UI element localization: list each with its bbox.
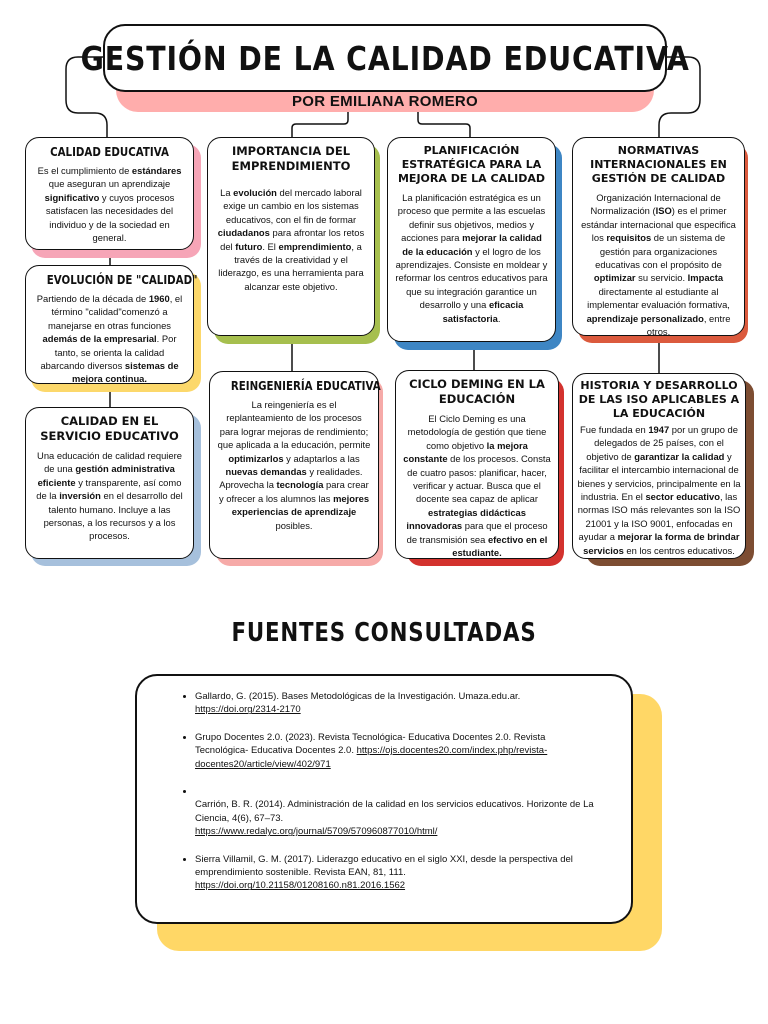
sources-list	[181, 690, 601, 893]
card-calidad-servicio	[25, 407, 194, 559]
card-title: EVOLUCIÓN DE "CALIDAD"	[46, 272, 198, 287]
card-emprendimiento	[207, 137, 375, 336]
card-title: NORMATIVAS INTERNACIONALES EN GESTIÓN DE CALIDAD	[590, 144, 727, 185]
card-body: La planificación estratégica es un proceso que permite a las escuelas definir sus objetivos, medios y acciones para mejorar la calidad de la educación y el logro de los aprendizajes. Consiste en moldear y reformar los centros educativos para que su integración garantice un desarrollo y una eficacia satisfactoria.	[395, 192, 548, 324]
card-title: IMPORTANCIA DEL EMPRENDIMIENTO	[231, 144, 351, 173]
source-item	[195, 785, 601, 839]
card-historia-iso	[572, 373, 746, 559]
card-body: Organización Internacional de Normalización (ISO) es el primer estándar internacional que especifica los requisitos de un sistema de gestión para organizaciones educativas con el propósito de optimizar su servicio. Impacta directamente al estudiante al implementar evaluación formativa, aprendizaje personalizado, entre otros.	[581, 192, 736, 338]
card-calidad-educativa	[25, 137, 194, 250]
card-body: Es el cumplimiento de estándares que aseguran un aprendizaje significativo y cuyos procesos satisfacen las necesidades del individuo y de la sociedad en general.	[37, 165, 182, 244]
card-title: CALIDAD EDUCATIVA	[50, 144, 169, 159]
title-box	[80, 24, 690, 92]
card-body: Fue fundada en 1947 por un grupo de delegados de 25 países, con el objetivo de garantizar la calidad y facilitar el intercambio internacional de bienes y servicios, principalmente en la industria. En el sector educativo, las normas ISO más relevantes son la ISO 21001 y la ISO 9001, enfocadas en ayudar a mejorar la forma de brindar servicios en los centros educativos.	[577, 424, 741, 556]
source-text: Carrión, B. R. (2014). Administración de la calidad en los servicios educativos. Horizonte de La Ciencia, 4(6), 67–73.	[195, 799, 594, 824]
card-deming	[395, 370, 559, 559]
author-subtitle: POR EMILIANA ROMERO	[292, 93, 478, 110]
sources-section-title	[0, 618, 768, 648]
card-evolucion-calidad	[25, 265, 198, 385]
source-text: Gallardo, G. (2015). Bases Metodológicas de la Investigación. Umaza.edu.ar.	[195, 691, 521, 702]
card-planificacion	[387, 137, 556, 342]
card-title: REINGENIERÍA EDUCATIVA	[230, 378, 381, 393]
card-reingenieria	[209, 371, 379, 559]
sources-title: FUENTES CONSULTADAS	[231, 618, 537, 648]
source-link[interactable]: https://ojs.docentes20.com/index.php/revista-docentes20/article/view/402/971	[195, 745, 548, 770]
source-item	[195, 731, 601, 771]
page-title: GESTIÓN DE LA CALIDAD EDUCATIVA	[80, 38, 690, 78]
source-text: Grupo Docentes 2.0. (2023). Revista Tecnológica- Educativa Docentes 2.0. Revista Tecnológica- Educativa Docentes 2.0.	[195, 731, 546, 757]
source-text: Sierra Villamil, G. M. (2017). Liderazgo educativo en el siglo XXI, desde la perspectiva del emprendimiento sostenible. Revista EAN, 81, 111.	[195, 853, 573, 879]
source-link[interactable]: https://doi.org/10.21158/01208160.n81.2016.1562	[195, 880, 406, 892]
card-body: La reingeniería es el replanteamiento de los procesos para lograr mejoras de rendimiento; que aplicada a la educación, permite optimizarlos y adaptarlos a las nuevas demandas y realidades. Aprovecha la tecnología para crear y ofrecer a los alumnos las mejores experiencias de aprendizaje posibles.	[217, 399, 371, 531]
card-title: HISTORIA Y DESARROLLO DE LAS ISO APLICABLES A LA EDUCACIÓN	[578, 379, 740, 420]
card-normativas	[572, 137, 745, 336]
source-item	[195, 690, 601, 717]
card-body: La evolución del mercado laboral exige un cambio en los sistemas educativos, con el fin de formar ciudadanos para afrontar los retos del futuro. El emprendimiento, a través de la creatividad y el liderazgo, es una herramienta para alcanzar este objetivo.	[217, 187, 365, 292]
source-item	[195, 853, 601, 893]
card-body: El Ciclo Deming es una metodología de gestión que tiene como objetivo la mejora constante de los procesos. Consta de cuatro pasos: planificar, hacer, verificar y actuar. Busca que el docente sea capaz de aplicar estrategias didácticas innovadoras para que el proceso de transmisión sea efectivo en el estudiante.	[403, 413, 551, 559]
card-title: CICLO DEMING EN LA EDUCACIÓN	[409, 377, 545, 406]
card-body: Partiendo de la década de 1960, el término "calidad"comenzó a manejarse en otras funciones además de la empresarial. Por tanto, se orienta la calidad abarcando diversos sistemas de mejora continua.	[36, 293, 183, 385]
card-title: PLANIFICACIÓN ESTRATÉGICA PARA LA MEJORA DE LA CALIDAD	[397, 144, 545, 185]
sources-box	[135, 674, 633, 924]
card-body: Una educación de calidad requiere de una gestión administrativa eficiente y transparente, así como de la inversión en el desarrollo del talento humano. Incluye a las personas, a los recursos y a los procesos.	[36, 450, 183, 542]
source-link[interactable]: https://www.redalyc.org/journal/5709/570960877010/html/	[195, 826, 438, 838]
card-title: CALIDAD EN EL SERVICIO EDUCATIVO	[40, 414, 179, 443]
source-link[interactable]: https://doi.org/2314-2170	[195, 704, 301, 716]
